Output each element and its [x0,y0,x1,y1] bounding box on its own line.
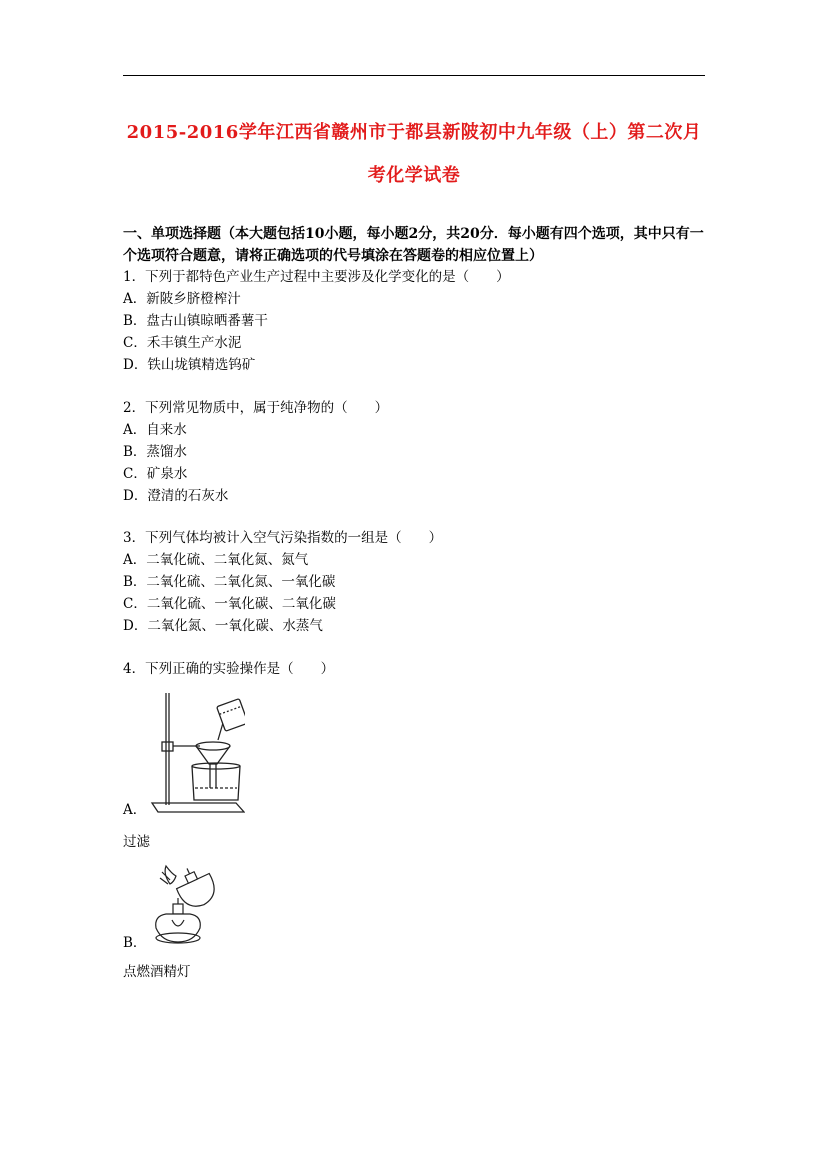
question-2-option-b: B．蒸馏水 [123,444,187,460]
question-3-option-a: A．二氧化硫、二氧化氮、氮气 [123,552,309,568]
question-2-option-c: C．矿泉水 [123,466,188,482]
question-1-option-d: D．铁山垅镇精选钨矿 [123,357,256,373]
question-4-stem: 4．下列正确的实验操作是（ ） [123,661,335,677]
question-1-option-c: C．禾丰镇生产水泥 [123,335,242,351]
question-3-option-b: B．二氧化硫、二氧化氮、一氧化碳 [123,574,336,590]
question-4-option-b-letter: B． [123,935,147,951]
question-1-option-b: B．盘古山镇晾晒番薯干 [123,313,268,329]
question-2-option-d: D．澄清的石灰水 [123,488,229,504]
question-4-option-a-caption: 过滤 [123,834,150,850]
exam-title-line-2: 考化学试卷 [367,165,461,186]
filtration-apparatus-figure [140,688,245,815]
exam-title-line-1: 2015-2016学年江西省赣州市于都县新陂初中九年级（上）第二次月 [126,122,702,143]
question-3-stem: 3．下列气体均被计入空气污染指数的一组是（ ） [123,530,443,546]
question-1-option-a: A．新陂乡脐橙榨汁 [123,291,241,307]
section-heading: 一、单项选择题（本大题包括10小题，每小题2分，共20分．每小题有四个选项，其中只有一个选项符合题意，请将正确选项的代号填涂在答题卷的相应位置上） [123,226,704,264]
question-2-stem: 2．下列常见物质中，属于纯净物的（ ） [123,400,389,416]
question-4-option-a-letter: A． [123,802,147,818]
question-3-option-d: D．二氧化氮、一氧化碳、水蒸气 [123,618,323,634]
question-1-stem: 1．下列于都特色产业生产过程中主要涉及化学变化的是（ ） [123,269,510,285]
question-3-option-c: C．二氧化硫、一氧化碳、二氧化碳 [123,596,336,612]
header-rule [123,75,705,76]
alcohol-lamp-lighting-figure [148,862,223,950]
question-4-option-b-caption: 点燃酒精灯 [123,964,191,980]
question-2-option-a: A．自来水 [123,422,187,438]
